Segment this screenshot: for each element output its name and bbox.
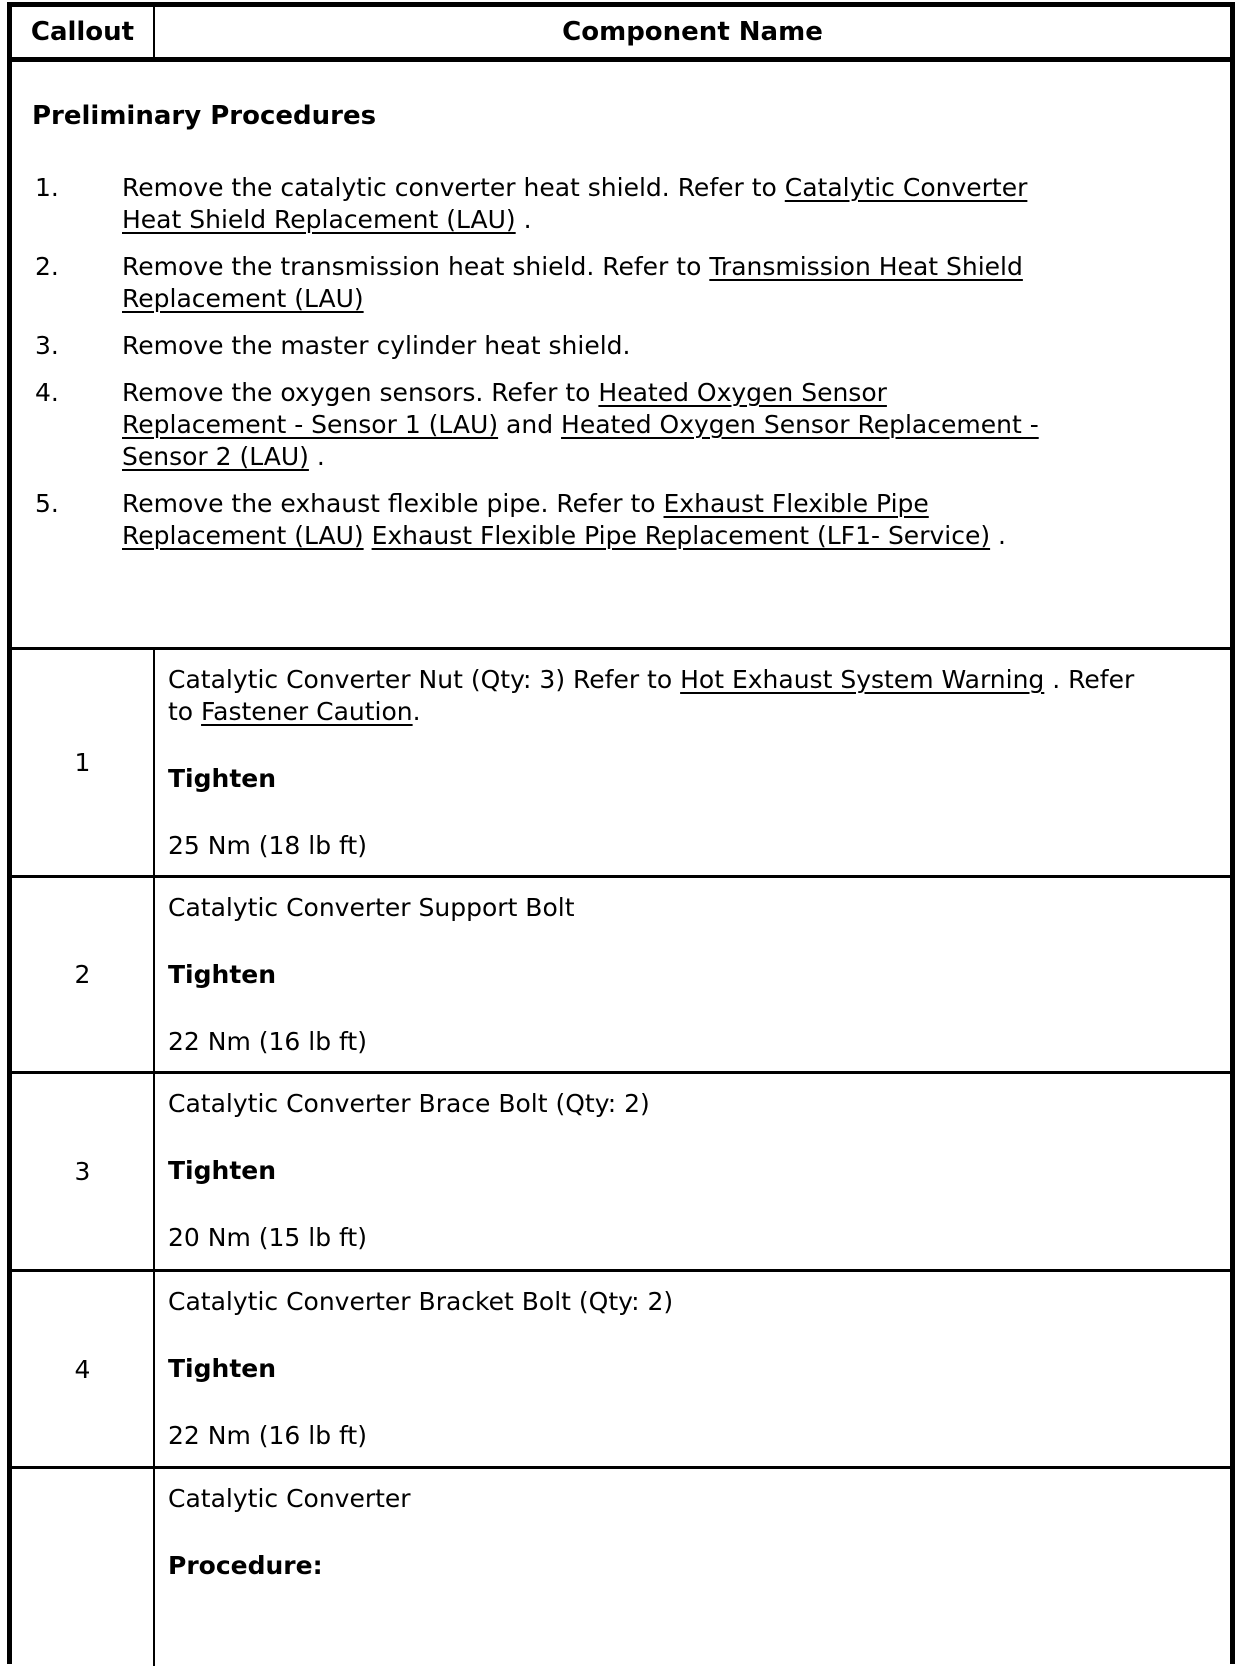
header-callout: Callout xyxy=(12,7,155,57)
reference-link[interactable]: Catalytic Converter Heat Shield Replacement (LAU) xyxy=(122,173,1028,234)
text-segment: . Refer to xyxy=(168,665,1135,726)
callout-cell: 4 xyxy=(12,1272,155,1466)
table-row xyxy=(12,1469,1230,1666)
table-row xyxy=(12,1074,1230,1272)
reference-link[interactable]: Fastener Caution xyxy=(201,697,413,726)
step-text xyxy=(122,172,1057,236)
callout-cell: 2 xyxy=(12,878,155,1071)
component-cell xyxy=(155,650,1230,875)
callout-cell: 3 xyxy=(12,1074,155,1269)
component-cell xyxy=(155,1272,1230,1466)
reference-link[interactable]: Exhaust Flexible Pipe Replacement (LF1- Service) xyxy=(371,521,991,550)
preliminary-procedures-section xyxy=(12,62,1230,650)
component-cell xyxy=(155,1074,1230,1269)
preliminary-step xyxy=(35,172,1210,236)
step-number: 2. xyxy=(35,252,59,281)
torque-spec: 20 Nm (15 lb ft) xyxy=(168,1223,367,1252)
text-segment xyxy=(364,521,372,550)
preliminary-step xyxy=(35,251,1210,315)
reference-link[interactable]: Heated Oxygen Sensor Replacement - Sensor 1 (LAU) xyxy=(122,378,887,439)
preliminary-step xyxy=(35,330,1210,362)
text-segment: . xyxy=(412,697,421,726)
tighten-label: Tighten xyxy=(168,960,277,989)
text-segment: Remove the oxygen sensors. Refer to xyxy=(122,378,599,407)
torque-spec: 22 Nm (16 lb ft) xyxy=(168,1027,367,1056)
text-segment: Remove the transmission heat shield. Refer to xyxy=(122,252,710,281)
component-description: Catalytic Converter Support Bolt xyxy=(168,893,575,922)
component-callout-table xyxy=(7,2,1235,1664)
table-header-row xyxy=(12,7,1230,62)
callout-cell: 1 xyxy=(12,650,155,875)
callout-cell xyxy=(12,1469,155,1666)
text-segment: Remove the exhaust flexible pipe. Refer to xyxy=(122,489,664,518)
component-description: Catalytic Converter xyxy=(168,1484,411,1513)
tighten-label: Tighten xyxy=(168,764,277,793)
table-row xyxy=(12,878,1230,1074)
reference-link[interactable]: Hot Exhaust System Warning xyxy=(680,665,1045,694)
step-text xyxy=(122,377,1057,473)
procedure-label: Procedure: xyxy=(168,1551,323,1580)
step-text xyxy=(122,330,1057,362)
reference-link[interactable]: Transmission Heat Shield Replacement (LAU) xyxy=(122,252,1023,313)
step-number: 1. xyxy=(35,173,59,202)
text-segment: . xyxy=(990,521,1006,550)
reference-link[interactable]: Exhaust Flexible Pipe Replacement (LAU) xyxy=(122,489,929,550)
text-segment: Remove the master cylinder heat shield. xyxy=(122,331,631,360)
header-component-name: Component Name xyxy=(562,17,823,47)
preliminary-step xyxy=(35,377,1210,473)
table-row xyxy=(12,650,1230,878)
text-segment: . xyxy=(515,205,532,234)
step-text xyxy=(122,251,1057,315)
tighten-label: Tighten xyxy=(168,1156,277,1185)
text-segment: . xyxy=(308,442,325,471)
component-cell xyxy=(155,878,1230,1071)
component-description xyxy=(168,664,1158,728)
torque-spec: 22 Nm (16 lb ft) xyxy=(168,1421,367,1450)
preliminary-procedures-title: Preliminary Procedures xyxy=(32,101,377,131)
text-segment: Catalytic Converter Nut (Qty: 3) Refer to xyxy=(168,665,681,694)
component-description: Catalytic Converter Bracket Bolt (Qty: 2) xyxy=(168,1287,674,1316)
tighten-label: Tighten xyxy=(168,1354,277,1383)
step-text xyxy=(122,488,1057,552)
text-segment: Remove the catalytic converter heat shield. Refer to xyxy=(122,173,785,202)
step-number: 3. xyxy=(35,331,59,360)
component-cell xyxy=(155,1469,1230,1666)
reference-link[interactable]: Heated Oxygen Sensor Replacement - Sensor 2 (LAU) xyxy=(122,410,1039,471)
torque-spec: 25 Nm (18 lb ft) xyxy=(168,831,367,860)
step-number: 5. xyxy=(35,489,59,518)
table-row xyxy=(12,1272,1230,1469)
preliminary-step xyxy=(35,488,1210,552)
component-description: Catalytic Converter Brace Bolt (Qty: 2) xyxy=(168,1089,650,1118)
text-segment: and xyxy=(498,410,562,439)
step-number: 4. xyxy=(35,378,59,407)
